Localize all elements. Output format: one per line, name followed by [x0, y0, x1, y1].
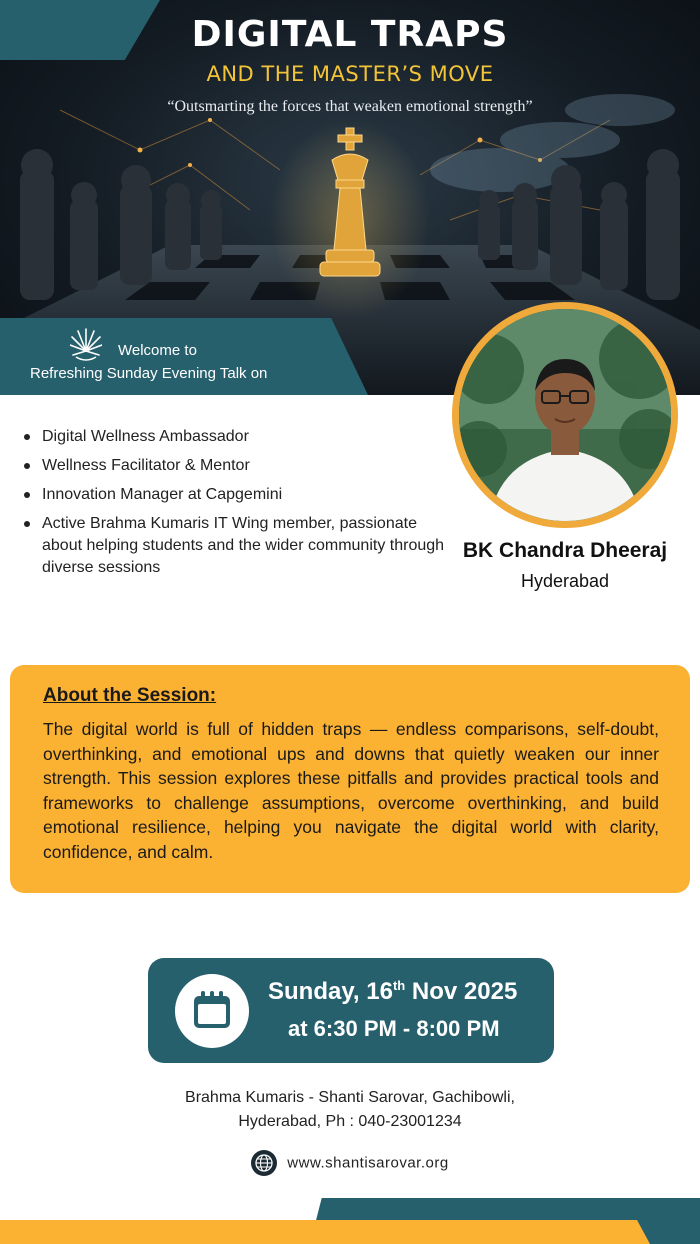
- event-title: DIGITAL TRAPS: [191, 14, 509, 55]
- list-item: Wellness Facilitator & Mentor: [22, 455, 452, 477]
- website-link[interactable]: www.shantisarovar.org: [287, 1154, 449, 1172]
- speaker-credentials-list: [22, 426, 452, 586]
- list-item: Innovation Manager at Capgemini: [22, 484, 452, 506]
- website-row[interactable]: [0, 1150, 700, 1176]
- speaker-name: BK Chandra Dheeraj: [462, 539, 668, 562]
- venue-line-1: Brahma Kumaris - Shanti Sarovar, Gachibowli,: [185, 1089, 515, 1106]
- list-item: Digital Wellness Ambassador: [22, 426, 452, 448]
- date-time-box: [148, 958, 554, 1063]
- calendar-icon: [192, 990, 232, 1030]
- about-heading: About the Session:: [43, 685, 217, 706]
- event-subtitle: AND THE MASTER’S MOVE: [206, 62, 494, 86]
- event-time: at 6:30 PM - 8:00 PM: [288, 1016, 500, 1041]
- list-item: Active Brahma Kumaris IT Wing member, passionate about helping students and the wider community through diverse sessions: [22, 513, 452, 579]
- about-session-card: [10, 665, 690, 893]
- venue-address: [0, 1086, 700, 1134]
- speaker-photo: [459, 309, 671, 521]
- welcome-subtext: Refreshing Sunday Evening Talk on: [30, 365, 268, 382]
- event-tagline: “Outsmarting the forces that weaken emotional strength”: [167, 98, 533, 115]
- globe-icon: [251, 1150, 277, 1176]
- venue-line-2: Hyderabad, Ph : 040-23001234: [238, 1113, 462, 1130]
- about-body: The digital world is full of hidden traps — endless comparisons, self-doubt, overthinking, and emotional ups and downs that quietly weaken our inner strength. This session explores these pitfalls and provides practical tools and frameworks to challenge assumptions, overcome overthinking, and build emotional resilience, helping you navigate the digital world with clarity, confidence, and calm.: [43, 719, 659, 862]
- event-date: Sunday, 16th Nov 2025: [268, 978, 518, 1005]
- speaker-city: Hyderabad: [520, 571, 610, 591]
- footer-gold-stripe: [0, 1220, 650, 1244]
- lotus-logo-icon: [70, 325, 102, 363]
- calendar-badge: [175, 974, 249, 1048]
- welcome-text: Welcome to: [118, 342, 197, 359]
